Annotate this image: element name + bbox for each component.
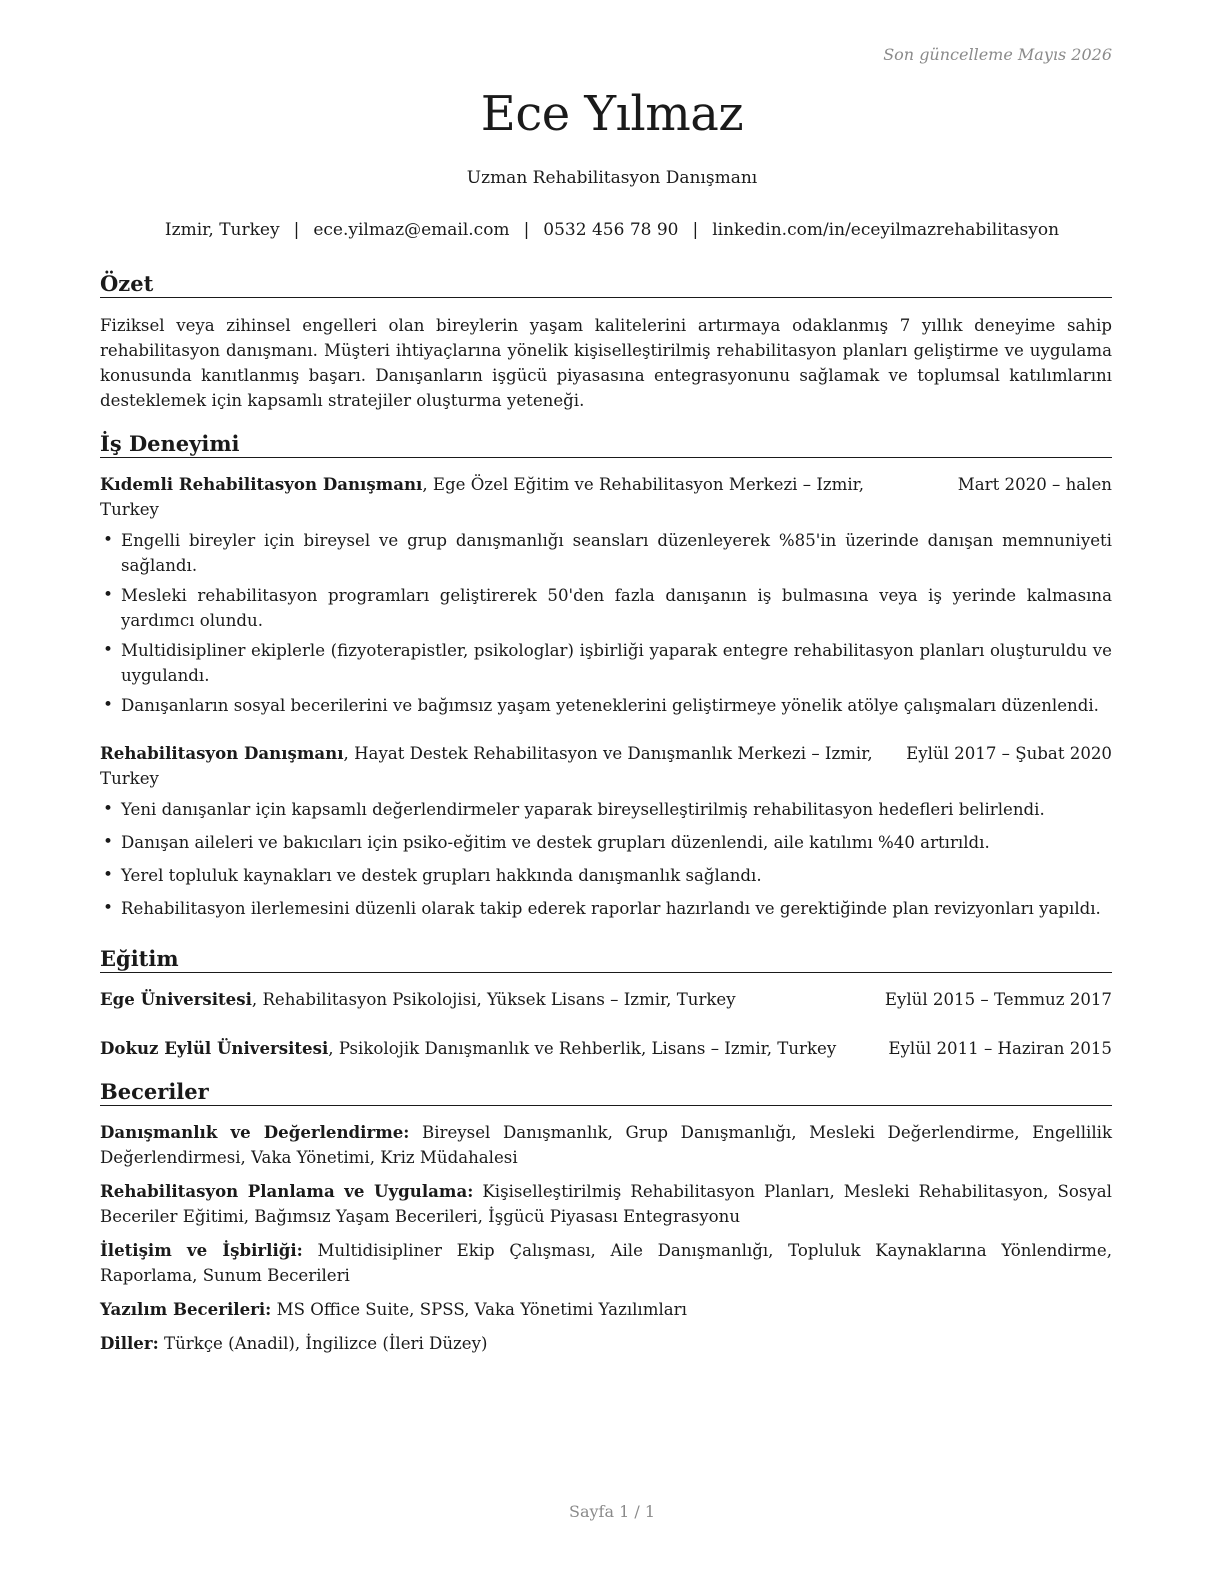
skill-value: Türkçe (Anadil), İngilizce (İleri Düzey) (158, 1334, 488, 1353)
job-role: Kıdemli Rehabilitasyon Danışmanı (100, 474, 423, 494)
skill-group (100, 1120, 1112, 1170)
skill-value: MS Office Suite, SPSS, Vaka Yönetimi Yazılımları (271, 1300, 687, 1319)
skill-value: Multidisipliner Ekip Çalışması, Aile Danışmanlığı, Topluluk Kaynaklarına Yönlendirme, Raporlama, Sunum Becerileri (100, 1241, 1112, 1285)
contact-separator: | (523, 220, 530, 240)
section-title-education: Eğitim (100, 946, 1112, 973)
job-header (100, 741, 1112, 791)
job-bullet: • Danışan aileleri ve bakıcıları için psiko-eğitim ve destek grupları düzenlendi, aile katılımı %40 artırıldı. (100, 830, 1112, 855)
job-entry (100, 741, 1112, 921)
section-title-summary: Özet (100, 271, 1112, 298)
education-detail: , Rehabilitasyon Psikolojisi, Yüksek Lisans – Izmir, Turkey (251, 990, 736, 1009)
education-entry (100, 1036, 1112, 1061)
contact-line (0, 220, 1224, 240)
summary-section (100, 271, 1112, 413)
skill-value: Bireysel Danışmanlık, Grup Danışmanlığı, Mesleki Değerlendirme, Engellilik Değerlendirmesi, Vaka Yönetimi, Kriz Müdahalesi (100, 1123, 1112, 1167)
job-bullet: • Yerel topluluk kaynakları ve destek grupları hakkında danışmanlık sağlandı. (100, 863, 1112, 888)
job-bullets (100, 528, 1112, 718)
education-entry (100, 987, 1112, 1012)
skill-group (100, 1179, 1112, 1229)
job-bullet: • Rehabilitasyon ilerlemesini düzenli olarak takip ederek raporlar hazırlandı ve gerektiğinde plan revizyonları yapıldı. (100, 896, 1112, 921)
candidate-headline: Uzman Rehabilitasyon Danışmanı (466, 168, 758, 188)
page-number: Sayfa 1 / 1 (568, 1502, 655, 1521)
job-bullet: • Yeni danışanlar için kapsamlı değerlendirmeler yaparak bireyselleştirilmiş rehabilitasyon hedefleri belirlendi. (100, 797, 1112, 822)
contact-linkedin[interactable]: linkedin.com/in/eceyilmazrehabilitasyon (712, 220, 1060, 240)
contact-phone: 0532 456 78 90 (543, 220, 679, 240)
education-detail: , Psikolojik Danışmanlık ve Rehberlik, Lisans – Izmir, Turkey (328, 1039, 837, 1058)
contact-separator: | (293, 220, 300, 240)
job-entry (100, 472, 1112, 718)
job-dates: Eylül 2017 – Şubat 2020 (906, 744, 1112, 763)
contact-separator: | (692, 220, 699, 240)
experience-section (100, 431, 1112, 926)
job-bullets (100, 797, 1112, 921)
contact-location: Izmir, Turkey (164, 220, 280, 240)
section-title-experience: İş Deneyimi (100, 431, 1112, 458)
skill-label: Diller: (100, 1333, 159, 1353)
education-school: Ege Üniversitesi (100, 989, 252, 1009)
education-school: Dokuz Eylül Üniversitesi (100, 1038, 329, 1058)
skill-group (100, 1331, 1112, 1356)
last-updated: Son güncelleme Mayıs 2026 (883, 45, 1112, 64)
skill-label: Danışmanlık ve Değerlendirme: (100, 1122, 410, 1142)
job-bullet: • Danışanların sosyal becerilerini ve bağımsız yaşam yeteneklerini geliştirmeye yönelik atölye çalışmaları düzenlendi. (100, 693, 1112, 718)
job-header (100, 472, 1112, 522)
skills-section (100, 1079, 1112, 1356)
skill-group (100, 1238, 1112, 1288)
job-org: , Ege Özel Eğitim ve Rehabilitasyon Merkezi – Izmir, Turkey (100, 475, 865, 519)
job-bullet: • Engelli bireyler için bireysel ve grup danışmanlığı seansları düzenleyerek %85'in üzerinde danışan memnuniyeti sağlandı. (100, 528, 1112, 578)
education-dates: Eylül 2015 – Temmuz 2017 (884, 990, 1112, 1009)
job-org: , Hayat Destek Rehabilitasyon ve Danışmanlık Merkezi – Izmir, Turkey (100, 744, 873, 788)
education-section (100, 946, 1112, 1061)
summary-text: Fiziksel veya zihinsel engelleri olan bireylerin yaşam kalitelerini artırmaya odaklanmış 7 yıllık deneyime sahip rehabilitasyon danışmanı. Müşteri ihtiyaçlarına yönelik kişiselleştirilmiş rehabilitasyon planları geliştirme ve uygulama konusunda kanıtlanmış başarı. Danışanların işgücü piyasasına entegrasyonunu sağlamak ve toplumsal katılımlarını desteklemek için kapsamlı stratejiler oluşturma yeteneği. (100, 316, 1112, 410)
skill-value: Kişiselleştirilmiş Rehabilitasyon Planları, Mesleki Rehabilitasyon, Sosyal Beceriler Eğitimi, Bağımsız Yaşam Becerileri, İşgücü Piyasası Entegrasyonu (100, 1182, 1112, 1226)
skill-label: Yazılım Becerileri: (100, 1299, 272, 1319)
job-role: Rehabilitasyon Danışmanı (100, 743, 344, 763)
job-bullet: • Multidisipliner ekiplerle (fizyoterapistler, psikologlar) işbirliği yaparak entegre rehabilitasyon planları oluşturuldu ve uygulandı. (100, 638, 1112, 688)
candidate-name: Ece Yılmaz (480, 86, 744, 142)
job-bullet: • Mesleki rehabilitasyon programları geliştirerek 50'den fazla danışanın iş bulmasına veya iş yerinde kalmasına yardımcı olundu. (100, 583, 1112, 633)
contact-email[interactable]: ece.yilmaz@email.com (313, 220, 510, 240)
skill-label: İletişim ve İşbirliği: (100, 1240, 303, 1260)
skill-label: Rehabilitasyon Planlama ve Uygulama: (100, 1181, 474, 1201)
section-title-skills: Beceriler (100, 1079, 1112, 1106)
job-dates: Mart 2020 – halen (957, 475, 1112, 494)
skill-group (100, 1297, 1112, 1322)
education-dates: Eylül 2011 – Haziran 2015 (888, 1039, 1112, 1058)
